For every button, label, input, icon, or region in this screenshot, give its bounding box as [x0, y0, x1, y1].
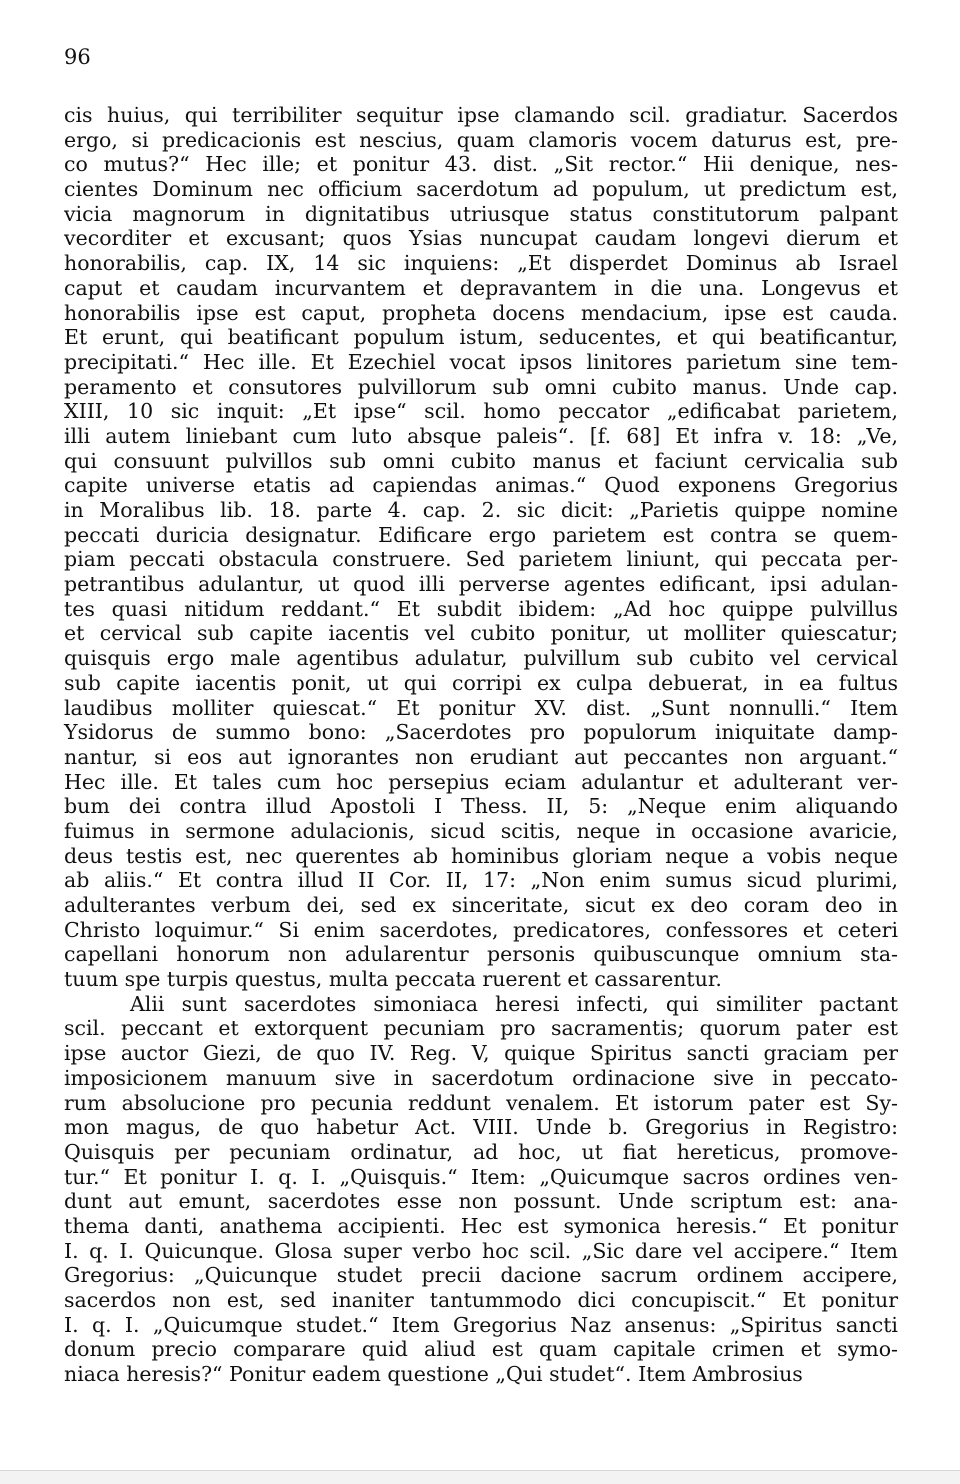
text-line: cis huius, qui terribiliter sequitur ipse clamando scil. gradiatur. Sacerdos: [64, 103, 898, 127]
text-line: I. q. I. „Quicumque studet.“ Item Gregorius Naz ansenus: „Spiritus sancti: [64, 1312, 898, 1337]
text-line: Ysidorus de summo bono: „Sacerdotes pro populorum iniquitate damp-: [64, 720, 898, 745]
text-line: adulterantes verbum dei, sed ex sinceritate, sicut ex deo coram deo in: [64, 893, 898, 917]
text-line: in Moralibus lib. 18. parte 4. cap. 2. sic dicit: „Parietis quippe nomine: [64, 498, 898, 522]
text-line: et cervical sub capite iacentis vel cubito ponitur, ut molliter quiescatur;: [64, 621, 898, 646]
text-line: peramento et consutores pulvillorum sub omni cubito manus. Unde cap.: [64, 374, 898, 399]
text-line: honorabilis, cap. IX, 14 sic inquiens: „Et disperdet Dominus ab Israel: [64, 251, 898, 276]
text-line: Alii sunt sacerdotes simoniaca heresi infecti, qui similiter pactant: [130, 991, 898, 1016]
text-line: capellani honorum non adularentur personis quibuscunque omnium sta-: [64, 942, 898, 967]
text-line: donum precio comparare quid aliud est quam capitale crimen et symo-: [64, 1337, 898, 1362]
text-line: piam peccati obstacula construere. Sed parietem liniunt, qui peccata per-: [64, 547, 898, 572]
text-line: ab aliis.“ Et contra illud II Cor. II, 17: „Non enim sumus sicud plurimi,: [64, 868, 898, 893]
page-number: 96: [64, 45, 91, 69]
text-line: mon magus, de quo habetur Act. VIII. Unde b. Gregorius in Registro:: [64, 1115, 898, 1140]
text-line: rum absolucione pro pecunia reddunt venalem. Et istorum pater est Sy-: [64, 1090, 898, 1115]
text-line: illi autem liniebant cum luto absque paleis“. [f. 68] Et infra v. 18: „Ve,: [64, 423, 898, 448]
text-line: ipse auctor Giezi, de quo IV. Reg. V, quique Spiritus sancti graciam per: [64, 1041, 898, 1066]
text-line: precipitati.“ Hec ille. Et Ezechiel vocat ipsos linitores parietum sine tem-: [64, 349, 898, 374]
page-bottom-edge: [0, 1470, 960, 1484]
text-line: vecorditer et excusant; quos Ysias nuncupat caudam longevi dierum et: [64, 226, 898, 251]
text-line: fuimus in sermone adulacionis, sicud scitis, neque in occasione avaricie,: [64, 818, 898, 843]
text-line: capite universe etatis ad capiendas animas.“ Quod exponens Gregorius: [64, 473, 898, 498]
text-line: co mutus?“ Hec ille; et ponitur 43. dist. „Sit rector.“ Hii denique, nes-: [64, 152, 898, 177]
text-line: tur.“ Et ponitur I. q. I. „Quisquis.“ Item: „Quicumque sacros ordines ven-: [64, 1164, 898, 1189]
text-line: bum dei contra illud Apostoli I Thess. II, 5: „Neque enim aliquando: [64, 794, 898, 819]
text-line: Gregorius: „Quicunque studet precii dacione sacrum ordinem accipere,: [64, 1263, 898, 1288]
body-text: [64, 103, 898, 1387]
text-line: Christo loquimur.“ Si enim sacerdotes, predicatores, confessores et ceteri: [64, 917, 898, 942]
text-line: qui consuunt pulvillos sub omni cubito manus et faciunt cervicalia sub: [64, 448, 898, 473]
text-line: scil. peccant et extorquent pecuniam pro sacramentis; quorum pater est: [64, 1016, 898, 1041]
text-line: XIII, 10 sic inquit: „Et ipse“ scil. homo peccator „edificabat parietem,: [64, 399, 898, 424]
text-line: deus testis est, nec querentes ab hominibus gloriam neque a vobis neque: [64, 843, 898, 868]
text-line: ergo, si predicacionis est nescius, quam clamoris vocem daturus est, pre-: [64, 127, 898, 152]
text-line: niaca heresis?“ Ponitur eadem questione „Qui studet“. Item Ambrosius: [64, 1362, 803, 1387]
text-line: petrantibus adulantur, ut quod illi perverse agentes edificant, ipsi adulan-: [64, 572, 898, 597]
text-line: sacerdos non est, sed inaniter tantummodo dici concupiscit.“ Et ponitur: [64, 1288, 898, 1312]
text-line: quisquis ergo male agentibus adulatur, pulvillum sub cubito vel cervical: [64, 646, 898, 671]
text-line: peccati duricia designatur. Edificare ergo parietem est contra se quem-: [64, 522, 898, 547]
text-line: thema danti, anathema accipienti. Hec est symonica heresis.“ Et ponitur: [64, 1213, 898, 1238]
text-line: cientes Dominum nec officium sacerdotum ad populum, ut predictum est,: [64, 177, 898, 202]
text-line: sub capite iacentis ponit, ut qui corripi ex culpa debuerat, in ea fultus: [64, 670, 898, 695]
text-line: Hec ille. Et tales cum hoc persepius eciam adulantur et adulterant ver-: [64, 769, 898, 794]
text-line: Et erunt, qui beatificant populum istum, seducentes, et qui beatificantur,: [64, 325, 898, 350]
text-line: tes quasi nitidum reddant.“ Et subdit ibidem: „Ad hoc quippe pulvillus: [64, 596, 898, 621]
text-line: I. q. I. Quicunque. Glosa super verbo hoc scil. „Sic dare vel accipere.“ Item: [64, 1238, 898, 1263]
text-line: tuum spe turpis questus, multa peccata ruerent et cassarentur.: [64, 967, 722, 992]
text-line: caput et caudam incurvantem et depravantem in die una. Longevus et: [64, 275, 898, 300]
text-line: nantur, si eos aut ignorantes non erudiant aut peccantes non arguant.“: [64, 744, 898, 769]
text-line: honorabilis ipse est caput, propheta docens mendacium, ipse est cauda.: [64, 300, 898, 325]
text-line: imposicionem manuum sive in sacerdotum ordinacione sive in peccato-: [64, 1065, 898, 1090]
text-line: vicia magnorum in dignitatibus utriusque status constitutorum palpant: [64, 201, 898, 226]
text-line: dunt aut emunt, sacerdotes esse non possunt. Unde scriptum est: ana-: [64, 1189, 898, 1214]
text-line: Quisquis per pecuniam ordinatur, ad hoc, ut fiat hereticus, promove-: [64, 1139, 898, 1164]
text-line: laudibus molliter quiescat.“ Et ponitur XV. dist. „Sunt nonnulli.“ Item: [64, 695, 898, 720]
